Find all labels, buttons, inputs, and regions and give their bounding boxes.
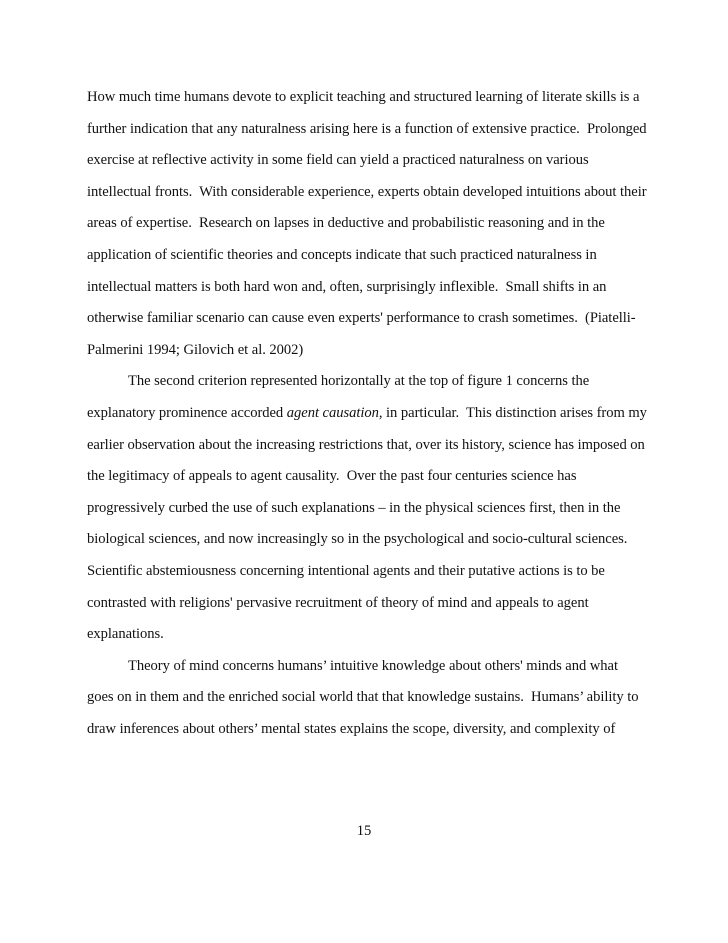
text-line xyxy=(87,466,647,498)
text-line xyxy=(87,624,647,656)
text-segment: explanatory prominence accorded xyxy=(87,404,287,421)
text-line xyxy=(87,529,647,561)
text-segment: How much time humans devote to explicit teaching and structured learning of literate skills is a xyxy=(87,89,640,105)
text-segment: Scientific abstemiousness concerning intentional agents and their putative actions is to be xyxy=(87,562,605,579)
text-segment: exercise at reflective activity in some field can yield a practiced naturalness on various xyxy=(87,152,589,169)
text-segment: progressively curbed the use of such explanations – in the physical sciences first, then in the xyxy=(87,499,621,516)
text-segment: goes on in them and the enriched social world that that knowledge sustains. Humans’ ability to xyxy=(87,689,639,706)
text-line xyxy=(87,403,647,435)
text-line xyxy=(87,182,647,214)
text-segment: otherwise familiar scenario can cause even experts' performance to crash sometimes. (Piatelli- xyxy=(87,310,636,327)
text-line xyxy=(87,308,647,340)
text-segment: Theory of mind concerns humans’ intuitive knowledge about others' minds and what xyxy=(128,657,618,674)
text-line xyxy=(87,593,647,625)
text-line xyxy=(87,687,647,719)
text-line xyxy=(87,87,647,119)
body-text xyxy=(87,87,647,750)
text-segment: areas of expertise. Research on lapses in deductive and probabilistic reasoning and in the xyxy=(87,215,605,232)
text-segment: draw inferences about others’ mental states explains the scope, diversity, and complexity of xyxy=(87,720,616,737)
text-line xyxy=(87,498,647,530)
text-line xyxy=(87,245,647,277)
text-segment: application of scientific theories and concepts indicate that such practiced naturalness in xyxy=(87,246,597,263)
text-line xyxy=(87,719,647,751)
text-segment: explanations. xyxy=(87,626,164,643)
text-segment: The second criterion represented horizontally at the top of figure 1 concerns the xyxy=(128,373,590,390)
text-segment: earlier observation about the increasing restrictions that, over its history, science has imposed on xyxy=(87,436,645,453)
page-number: 15 xyxy=(356,823,372,839)
text-line xyxy=(87,656,647,688)
italic-term: agent causation xyxy=(286,404,379,421)
text-line xyxy=(87,340,647,372)
text-line xyxy=(87,371,647,403)
text-line xyxy=(87,150,647,182)
text-line xyxy=(87,213,647,245)
text-segment: , in particular. This distinction arises from my xyxy=(378,404,647,421)
text-segment: further indication that any naturalness arising here is a function of extensive practice. Prolonged xyxy=(87,120,647,137)
text-line xyxy=(87,277,647,309)
text-segment: intellectual fronts. With considerable experience, experts obtain developed intuitions about their xyxy=(87,183,647,200)
text-segment: biological sciences, and now increasingly so in the psychological and socio-cultural sciences. xyxy=(87,531,628,548)
text-segment: contrasted with religions' pervasive recruitment of theory of mind and appeals to agent xyxy=(87,594,589,611)
text-line xyxy=(87,119,647,151)
text-line xyxy=(87,561,647,593)
text-segment: intellectual matters is both hard won and, often, surprisingly inflexible. Small shifts in an xyxy=(87,278,607,295)
text-segment: Palmerini 1994; Gilovich et al. 2002) xyxy=(87,341,304,358)
text-segment: the legitimacy of appeals to agent causality. Over the past four centuries science has xyxy=(87,468,577,485)
text-line xyxy=(87,435,647,467)
